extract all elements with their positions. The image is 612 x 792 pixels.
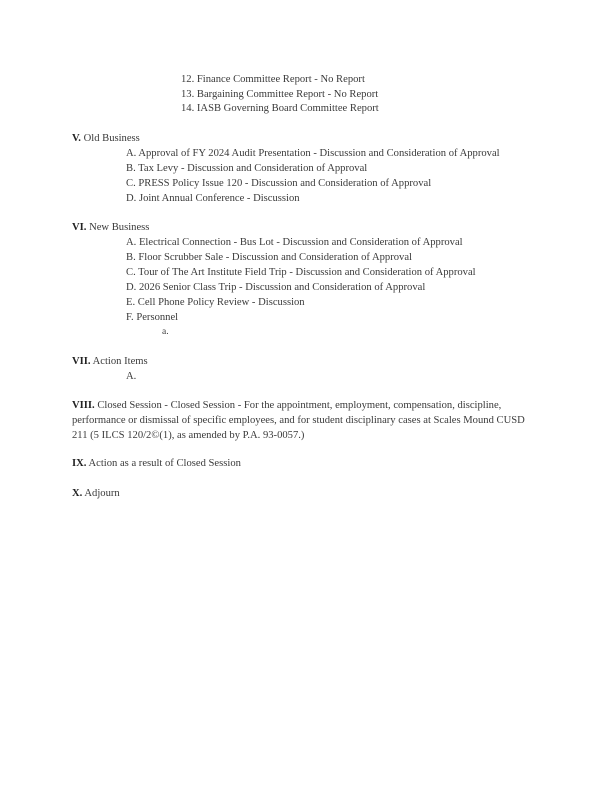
closed-session-text: Closed Session - Closed Session - For the appointment, employment, compensation, discipline, performance or dismissal of specific employees, and for student disciplinary cases at Scales Mound CUSD 211 (5 ILCS 120/2©(1), as amended by P.A. 93-0057.): [72, 400, 525, 441]
new-business-item-d: D. 2026 Senior Class Trip - Discussion and Consideration of Approval: [126, 282, 426, 293]
old-business-item-d: D. Joint Annual Conference - Discussion: [126, 193, 300, 204]
new-business-item-f: F. Personnel: [126, 312, 179, 323]
section-numeral: VI.: [72, 222, 87, 233]
section-adjourn-heading: [72, 487, 120, 500]
section-new-business-heading: [72, 221, 149, 234]
section-old-business-heading: [72, 132, 140, 145]
section-title: Action Items: [92, 356, 148, 367]
new-business-item-b: B. Floor Scrubber Sale - Discussion and Consideration of Approval: [126, 252, 412, 263]
committee-report-14: 14. IASB Governing Board Committee Report: [181, 103, 379, 114]
section-numeral: X.: [72, 488, 83, 499]
section-title: New Business: [89, 222, 150, 233]
old-business-item-b: B. Tax Levy - Discussion and Consideration of Approval: [126, 163, 368, 174]
old-business-item-c: C. PRESS Policy Issue 120 - Discussion and Consideration of Approval: [126, 178, 432, 189]
action-item-a: A.: [126, 371, 137, 382]
committee-report-12: 12. Finance Committee Report - No Report: [181, 74, 365, 85]
section-action-items-heading: [72, 355, 148, 368]
section-numeral: VIII.: [72, 400, 95, 411]
committee-report-13: 13. Bargaining Committee Report - No Report: [181, 89, 379, 100]
new-business-item-c: C. Tour of The Art Institute Field Trip - Discussion and Consideration of Approval: [126, 267, 476, 278]
section-title: Action as a result of Closed Session: [88, 458, 241, 469]
section-closed-session: [72, 398, 534, 443]
new-business-item-e: E. Cell Phone Policy Review - Discussion: [126, 297, 305, 308]
section-title: Old Business: [83, 133, 140, 144]
section-numeral: VII.: [72, 356, 91, 367]
old-business-item-a: A. Approval of FY 2024 Audit Presentation - Discussion and Consideration of Approval: [126, 148, 500, 159]
new-business-item-a: A. Electrical Connection - Bus Lot - Discussion and Consideration of Approval: [126, 237, 463, 248]
personnel-sub-item: a.: [162, 327, 169, 337]
section-title: Adjourn: [84, 488, 120, 499]
section-action-closed-session-heading: [72, 457, 241, 470]
section-numeral: IX.: [72, 458, 87, 469]
section-numeral: V.: [72, 133, 81, 144]
